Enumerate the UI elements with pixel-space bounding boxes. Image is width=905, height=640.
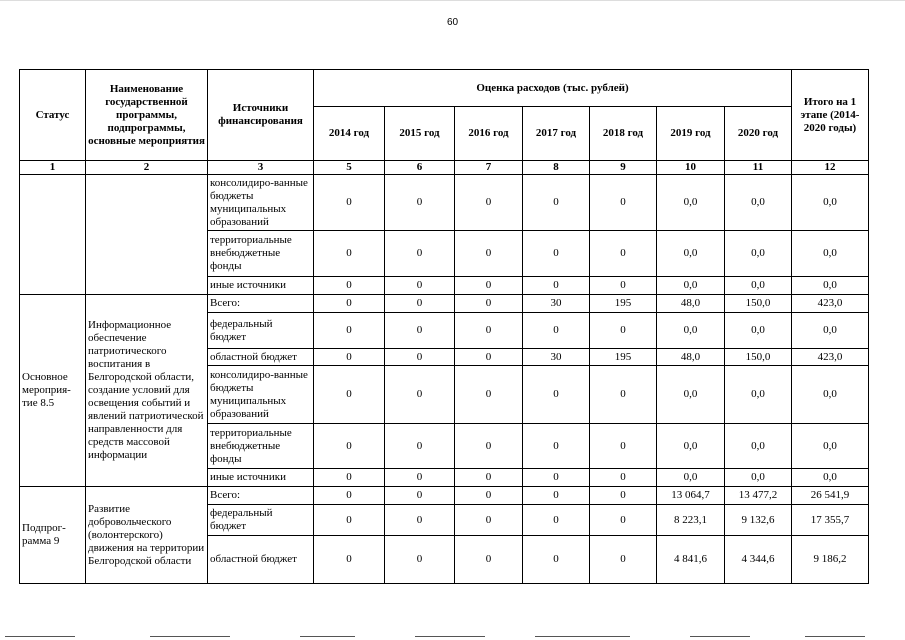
value-cell: 48,0: [657, 349, 725, 366]
total-cell: 423,0: [792, 349, 869, 366]
total-cell: 17 355,7: [792, 505, 869, 536]
value-cell: 0: [523, 231, 590, 277]
value-cell: 0: [455, 505, 523, 536]
header-year: 2015 год: [385, 107, 455, 161]
value-cell: 0: [314, 469, 385, 487]
header-year: 2017 год: [523, 107, 590, 161]
value-cell: 150,0: [725, 349, 792, 366]
value-cell: 0: [314, 505, 385, 536]
column-number: 8: [523, 161, 590, 175]
value-cell: 0: [590, 536, 657, 584]
value-cell: 0,0: [657, 277, 725, 295]
column-number: 9: [590, 161, 657, 175]
value-cell: 0: [590, 505, 657, 536]
value-cell: 0: [385, 231, 455, 277]
value-cell: 0: [523, 505, 590, 536]
value-cell: 0: [455, 295, 523, 313]
value-cell: 0,0: [725, 313, 792, 349]
value-cell: 150,0: [725, 295, 792, 313]
source-cell: федеральный бюджет: [208, 505, 314, 536]
value-cell: 0: [455, 487, 523, 505]
value-cell: 0: [455, 469, 523, 487]
column-number: 3: [208, 161, 314, 175]
column-number: 6: [385, 161, 455, 175]
value-cell: 0: [385, 349, 455, 366]
value-cell: 195: [590, 349, 657, 366]
table-row: [20, 295, 869, 313]
header-row-1: [20, 70, 869, 107]
header-year: 2016 год: [455, 107, 523, 161]
value-cell: 0: [314, 295, 385, 313]
value-cell: 0: [523, 424, 590, 469]
status-cell: Основное мероприя-тие 8.5: [20, 295, 86, 487]
value-cell: 9 132,6: [725, 505, 792, 536]
source-cell: областной бюджет: [208, 349, 314, 366]
scan-artifact-line: [300, 636, 355, 637]
column-number-row: [20, 161, 869, 175]
column-number: 5: [314, 161, 385, 175]
value-cell: 0,0: [725, 424, 792, 469]
value-cell: 0: [385, 175, 455, 231]
value-cell: 0: [385, 366, 455, 424]
value-cell: 0: [455, 349, 523, 366]
value-cell: 0: [314, 313, 385, 349]
header-year: 2018 год: [590, 107, 657, 161]
value-cell: 0: [385, 536, 455, 584]
value-cell: 0: [314, 366, 385, 424]
column-number: 7: [455, 161, 523, 175]
name-cell: Информационное обеспечение патриотического воспитания в Белгородской области, создание условий для освещения событий и явлений патриотической направленности для средств массовой информации: [86, 295, 208, 487]
value-cell: 0: [385, 505, 455, 536]
value-cell: 0: [590, 175, 657, 231]
value-cell: 4 344,6: [725, 536, 792, 584]
column-number: 10: [657, 161, 725, 175]
total-cell: 0,0: [792, 469, 869, 487]
value-cell: 0,0: [657, 469, 725, 487]
value-cell: 0,0: [725, 175, 792, 231]
value-cell: 0: [455, 175, 523, 231]
value-cell: 0: [314, 349, 385, 366]
value-cell: 0: [385, 469, 455, 487]
value-cell: 0: [523, 487, 590, 505]
name-cell: Развитие добровольческого (волонтерского) движения на территории Белгородской области: [86, 487, 208, 584]
value-cell: 0: [455, 313, 523, 349]
budget-table: [19, 69, 869, 584]
scan-artifact-line: [0, 0, 905, 1]
value-cell: 0: [590, 277, 657, 295]
value-cell: 0: [455, 231, 523, 277]
total-cell: 0,0: [792, 313, 869, 349]
source-cell: территориальные внебюджетные фонды: [208, 231, 314, 277]
value-cell: 0: [523, 313, 590, 349]
value-cell: 0: [590, 366, 657, 424]
column-number: 2: [86, 161, 208, 175]
value-cell: 0: [314, 277, 385, 295]
total-cell: 0,0: [792, 175, 869, 231]
source-cell: областной бюджет: [208, 536, 314, 584]
value-cell: 13 477,2: [725, 487, 792, 505]
value-cell: 0: [523, 277, 590, 295]
value-cell: 0: [385, 277, 455, 295]
value-cell: 48,0: [657, 295, 725, 313]
value-cell: 0,0: [657, 313, 725, 349]
scan-artifact-line: [5, 636, 75, 637]
value-cell: 13 064,7: [657, 487, 725, 505]
value-cell: 0: [314, 487, 385, 505]
total-cell: 0,0: [792, 424, 869, 469]
value-cell: 0: [455, 536, 523, 584]
value-cell: 0,0: [725, 366, 792, 424]
value-cell: 8 223,1: [657, 505, 725, 536]
value-cell: 0: [455, 277, 523, 295]
header-status: Статус: [20, 70, 86, 161]
source-cell: консолидиро-ванные бюджеты муниципальных образований: [208, 175, 314, 231]
value-cell: 0,0: [657, 231, 725, 277]
total-cell: 0,0: [792, 366, 869, 424]
value-cell: 195: [590, 295, 657, 313]
scan-artifact-line: [690, 636, 750, 637]
total-cell: 423,0: [792, 295, 869, 313]
source-cell: Всего:: [208, 487, 314, 505]
scan-artifact-line: [415, 636, 485, 637]
value-cell: 0: [314, 424, 385, 469]
value-cell: 0: [385, 424, 455, 469]
value-cell: 0: [455, 424, 523, 469]
header-year: 2020 год: [725, 107, 792, 161]
value-cell: 0: [523, 175, 590, 231]
value-cell: 0,0: [657, 366, 725, 424]
value-cell: 30: [523, 349, 590, 366]
header-year: 2019 год: [657, 107, 725, 161]
total-cell: 26 541,9: [792, 487, 869, 505]
column-number: 11: [725, 161, 792, 175]
source-cell: консолидиро-ванные бюджеты муниципальных образований: [208, 366, 314, 424]
value-cell: 0: [590, 487, 657, 505]
value-cell: 0,0: [657, 424, 725, 469]
value-cell: 0: [314, 175, 385, 231]
source-cell: иные источники: [208, 277, 314, 295]
value-cell: 0,0: [725, 231, 792, 277]
name-cell-empty: [86, 175, 208, 295]
column-number: 12: [792, 161, 869, 175]
scan-artifact-line: [535, 636, 630, 637]
page-number: 60: [446, 17, 459, 28]
value-cell: 0: [523, 366, 590, 424]
value-cell: 0,0: [725, 469, 792, 487]
source-cell: территориальные внебюджетные фонды: [208, 424, 314, 469]
value-cell: 0: [523, 469, 590, 487]
table-row: [20, 175, 869, 231]
value-cell: 0: [314, 231, 385, 277]
table-row: [20, 487, 869, 505]
header-year: 2014 год: [314, 107, 385, 161]
header-sources: Источники финансирования: [208, 70, 314, 161]
value-cell: 0,0: [725, 277, 792, 295]
total-cell: 0,0: [792, 231, 869, 277]
header-total: Итого на 1 этапе (2014-2020 годы): [792, 70, 869, 161]
scan-artifact-line: [805, 636, 865, 637]
status-cell: Подпрог-рамма 9: [20, 487, 86, 584]
source-cell: федеральный бюджет: [208, 313, 314, 349]
value-cell: 0: [590, 469, 657, 487]
column-number: 1: [20, 161, 86, 175]
value-cell: 4 841,6: [657, 536, 725, 584]
value-cell: 0: [455, 366, 523, 424]
value-cell: 0,0: [657, 175, 725, 231]
value-cell: 30: [523, 295, 590, 313]
value-cell: 0: [385, 313, 455, 349]
value-cell: 0: [523, 536, 590, 584]
header-estimate: Оценка расходов (тыс. рублей): [314, 70, 792, 107]
total-cell: 0,0: [792, 277, 869, 295]
source-cell: Всего:: [208, 295, 314, 313]
value-cell: 0: [590, 313, 657, 349]
total-cell: 9 186,2: [792, 536, 869, 584]
value-cell: 0: [385, 295, 455, 313]
source-cell: иные источники: [208, 469, 314, 487]
value-cell: 0: [590, 231, 657, 277]
status-cell-empty: [20, 175, 86, 295]
value-cell: 0: [314, 536, 385, 584]
value-cell: 0: [385, 487, 455, 505]
header-name: Наименование государственной программы, подпрограммы, основные мероприятия: [86, 70, 208, 161]
scan-artifact-line: [150, 636, 230, 637]
value-cell: 0: [590, 424, 657, 469]
